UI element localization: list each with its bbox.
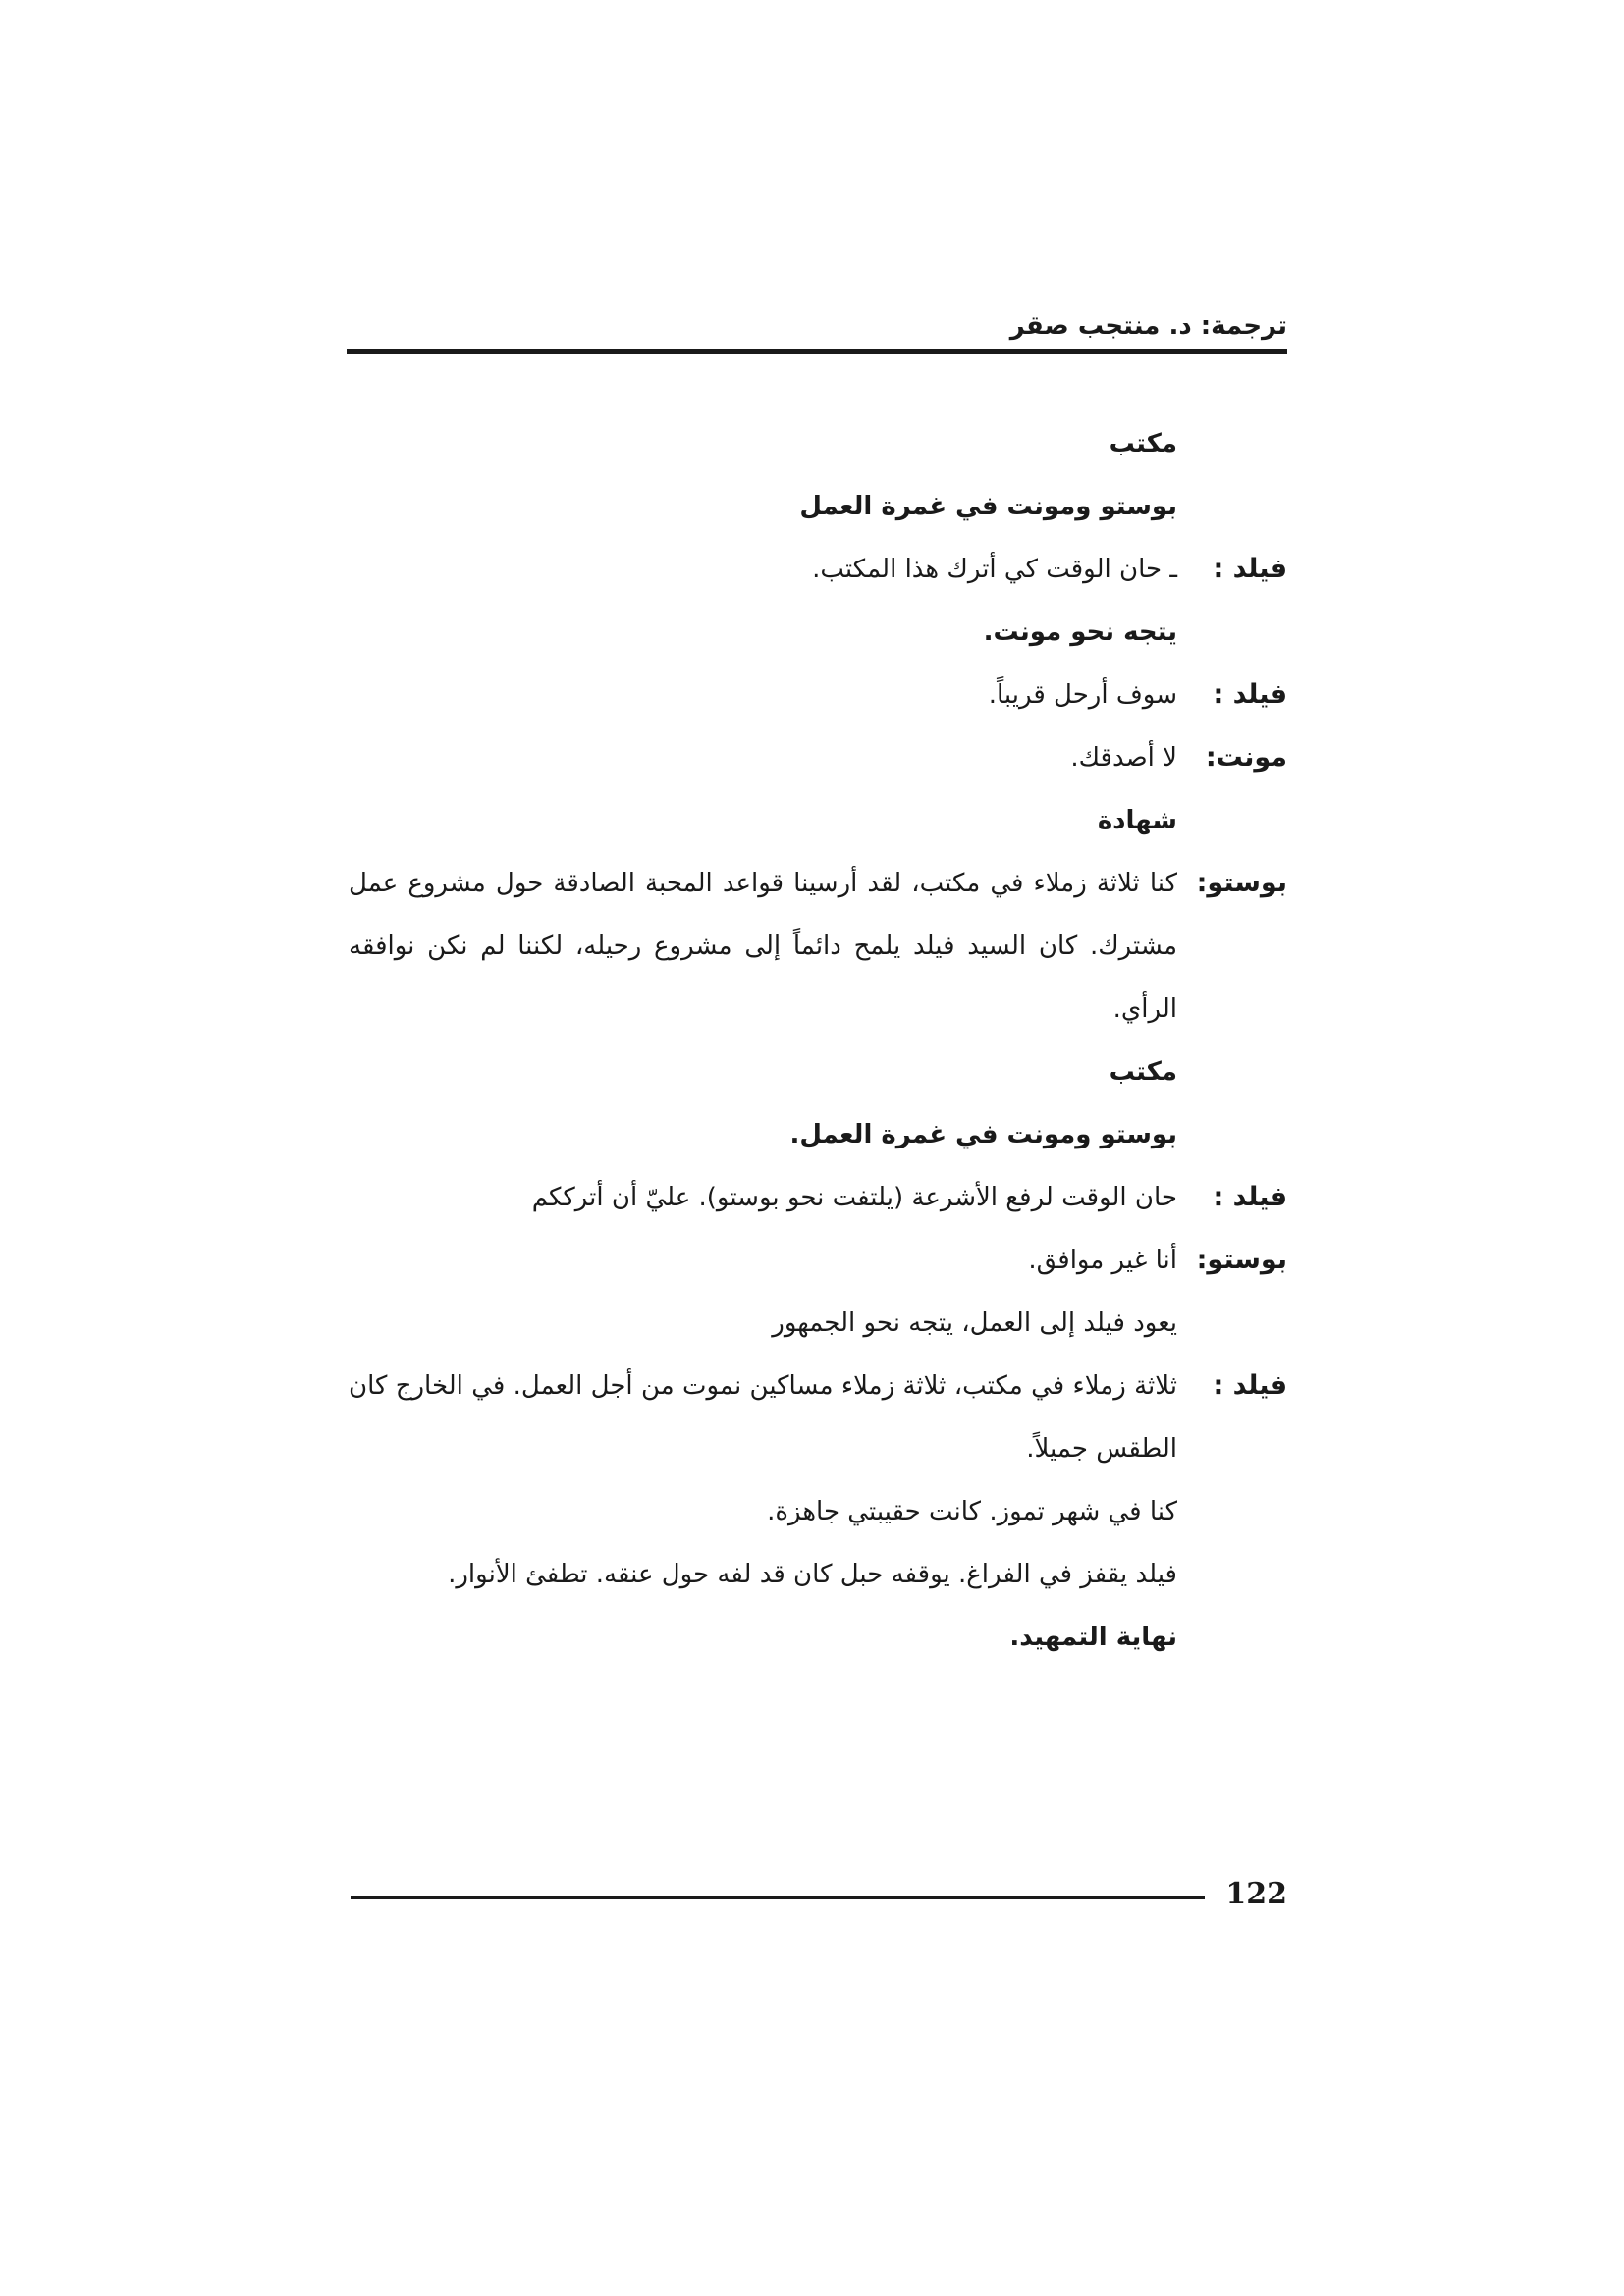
script-line: [349, 475, 1287, 538]
stage-direction: نهاية التمهيد.: [1009, 1623, 1177, 1652]
stage-direction: يعود فيلد إلى العمل، يتجه نحو الجمهور: [772, 1308, 1177, 1338]
dialogue-text: أنا غير موافق.: [1028, 1246, 1177, 1275]
script-line: [349, 789, 1287, 852]
script-line: [349, 1166, 1287, 1229]
dialogue-text: كنا في شهر تموز. كانت حقيبتي جاهزة.: [767, 1497, 1177, 1526]
dialogue-text: ثلاثة زملاء في مكتب، ثلاثة زملاء مساكين نموت من أجل العمل. في الخارج كان الطقس جميلاً.: [349, 1371, 1177, 1464]
script-line: [349, 852, 1287, 1041]
script-line: [349, 1041, 1287, 1103]
script-line: [349, 1355, 1287, 1480]
script-line: [349, 1606, 1287, 1669]
script-line: [349, 538, 1287, 601]
speaker-label: فيلد :: [1213, 679, 1287, 710]
stage-direction: مكتب: [1109, 429, 1177, 458]
speaker-label: فيلد :: [1213, 1182, 1287, 1212]
speaker-label: فيلد :: [1213, 554, 1287, 584]
script-line: [349, 1480, 1287, 1543]
stage-direction: بوستو ومونت في غمرة العمل: [799, 492, 1177, 521]
stage-direction: يتجه نحو مونت.: [983, 617, 1177, 647]
dialogue-text: سوف أرحل قريباً.: [988, 680, 1177, 710]
speaker-label: بوستو:: [1196, 1245, 1287, 1275]
running-header-title: ترجمة: د. منتجب صقر: [1009, 311, 1287, 341]
script-line: [349, 726, 1287, 789]
stage-direction: بوستو ومونت في غمرة العمل.: [789, 1120, 1177, 1149]
dialogue-text: لا أصدقك.: [1070, 743, 1177, 773]
script-line: [349, 412, 1287, 475]
speaker-label: مونت:: [1205, 742, 1287, 773]
dialogue-text: ـ حان الوقت كي أترك هذا المكتب.: [812, 555, 1177, 584]
page-number: 122: [1225, 1877, 1287, 1911]
stage-direction: مكتب: [1109, 1057, 1177, 1087]
script-line: [349, 1292, 1287, 1355]
header-rule: [347, 349, 1287, 354]
stage-direction: فيلد يقفز في الفراغ. يوقفه حبل كان قد لفه حول عنقه. تطفئ الأنوار.: [448, 1560, 1177, 1589]
script-line: [349, 1229, 1287, 1292]
speaker-label: فيلد :: [1213, 1370, 1287, 1401]
speaker-label: بوستو:: [1196, 868, 1287, 898]
script-line: [349, 1543, 1287, 1606]
dialogue-text: حان الوقت لرفع الأشرعة (يلتفت نحو بوستو). عليّ أن أترككم: [531, 1183, 1177, 1212]
stage-direction: شهادة: [1097, 806, 1177, 835]
script-body: [349, 412, 1287, 1669]
script-line: [349, 1103, 1287, 1166]
script-line: [349, 601, 1287, 664]
script-line: [349, 664, 1287, 726]
footer-rule: [351, 1896, 1205, 1899]
dialogue-text: كنا ثلاثة زملاء في مكتب، لقد أرسينا قواعد المحبة الصادقة حول مشروع عمل مشترك. كان السيد فيلد يلمح دائماً إلى مشروع رحيله، لكننا لم نكن نوافقه الرأي.: [349, 869, 1177, 1024]
